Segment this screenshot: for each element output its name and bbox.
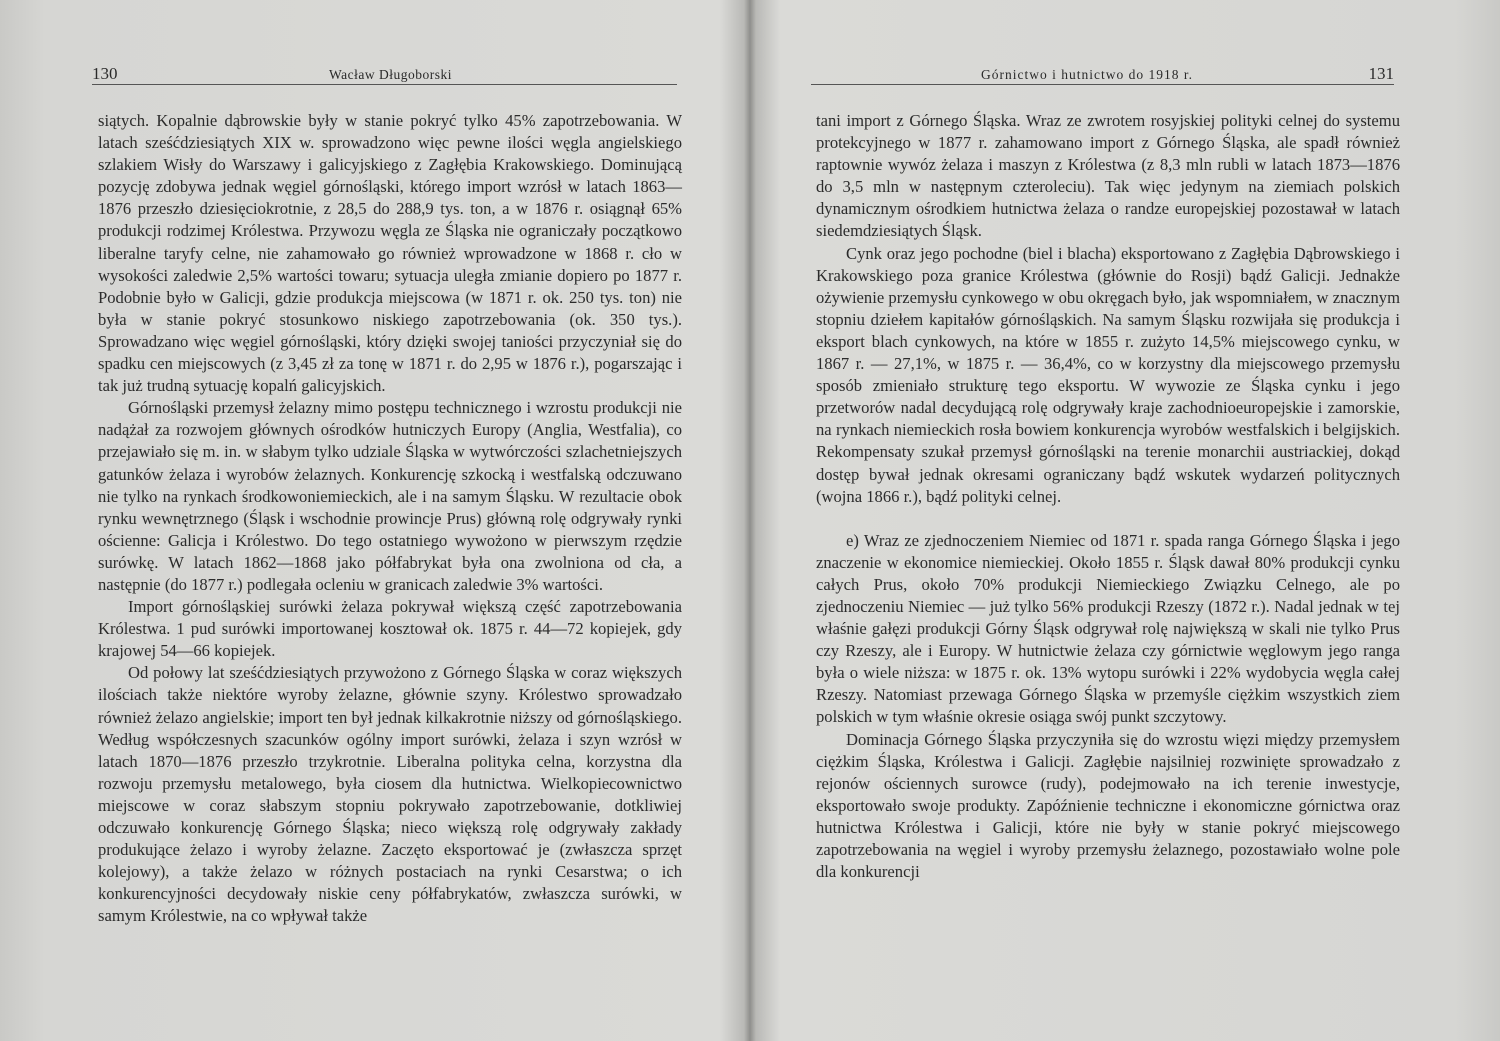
page-number: 130 [92,64,118,83]
left-page [0,0,748,1041]
paragraph: tani import z Górnego Śląska. Wraz ze zwrotem rosyjskiej polityki celnej do systemu protekcyjnego w 1877 r. zahamowano import z Górnego Śląska, ale spadł również raptownie wywóz żelaza i maszyn z Królestwa (z 8,3 mln rubli w latach 1873—1876 do 3,5 mln w następnym czteroleciu). Tak więc jedynym na ziemiach polskich dynamicznym ośrodkiem hutnictwa żelaza o randze europejskiej pozostawał w latach siedemdziesiątych Śląsk. [816,111,1400,241]
right-page-body [816,110,1400,883]
paragraph: Import górnośląskiej surówki żelaza pokrywał większą część zapotrzebowania Królestwa. 1 pud surówki importowanej kosztował ok. 1875 r. 44—72 kopiejek, gdy krajowej 54—66 kopiejek. [98,597,682,661]
left-page-body [98,110,682,927]
right-page [752,0,1500,1041]
running-head-author: Wacław Długoborski [329,67,453,82]
page-number: 131 [1368,64,1394,83]
paragraph: siątych. Kopalnie dąbrowskie były w stanie pokryć tylko 45% zapotrzebowania. W latach sześćdziesiątych XIX w. sprowadzono więc pewne ilości węgla angielskiego szlakiem Wisły do Warszawy i galicyjskiego z Zagłębia Krakowskiego. Dominującą pozycję zdobywa jednak węgiel górnośląski, którego import wzrósł w latach 1863—1876 przeszło dziesięciokrotnie, z 28,5 do 288,9 tys. ton, a w 1876 r. osiągnął 65% produkcji rodzimej Królestwa. Przywozu węgla ze Śląska nie ograniczały początkowo liberalne taryfy celne, nie zahamowało go również wprowadzone w 1868 r. cło w wysokości zaledwie 2,5% wartości towaru; sytuacja uległa zmianie dopiero po 1877 r. Podobnie było w Galicji, gdzie produkcja miejscowa (w 1871 r. ok. 250 tys. ton) nie była w stanie pokryć stosunkowo niskiego zapotrzebowania (ok. 350 tys.). Sprowadzano więc węgiel górnośląski, który dzięki swojej taniości przyczyniał się do spadku cen miejscowych (z 3,45 zł za tonę w 1871 r. do 2,95 w 1876 r.), pogarszając i tak już trudną sytuację kopalń galicyjskich. [98,111,682,396]
right-page-header [811,62,1394,85]
section-paragraph: e) Wraz ze zjednoczeniem Niemiec od 1871 r. spada ranga Górnego Śląska i jego znaczenie w ekonomice niemieckiej. Około 1855 r. Śląsk dawał 80% produkcji cynku całych Prus, około 70% produkcji Niemieckiego Związku Celnego, ale po zjednoczeniu Niemiec — już tylko 56% produkcji Rzeszy (1872 r.). Nadal jednak w tej właśnie gałęzi produkcji Górny Śląsk odgrywał rolę największą w skali nie tylko Prus czy Rzeszy, ale i Europy. W hutnictwie żelaza czy górnictwie węglowym jego ranga była o wiele niższa: w 1875 r. ok. 13% wytopu surówki i 22% wydobycia węgla całej Rzeszy. Natomiast przewaga Górnego Śląska w przemyśle ciężkim wszystkich ziem polskich w tym właśnie okresie osiąga swój punkt szczytowy. [816,530,1400,727]
left-page-header [92,62,677,85]
paragraph: Od połowy lat sześćdziesiątych przywożono z Górnego Śląska w coraz większych ilościach także niektóre wyroby żelazne, głównie szyny. Królestwo sprowadzało również żelazo angielskie; import ten był jednak kilkakrotnie niższy od górnośląskiego. Według współczesnych szacunków ogólny import surówki, żelaza i szyn wzrósł w latach 1870—1876 przeszło trzykrotnie. Liberalna polityka celna, korzystna dla rozwoju przemysłu metalowego, była ciosem dla hutnictwa. Wielkopiecownictwo miejscowe w coraz słabszym stopniu pokrywało zapotrzebowanie, dotkliwiej odczuwało konkurencję Górnego Śląska; nieco większą rolę odgrywały zakłady produkujące żelazo i wyroby żelazne. Zaczęto eksportować je (zwłaszcza sprzęt kolejowy), a także żelazo w różnych postaciach na rynki Cesarstwa; o ich konkurencyjności decydowały niskie ceny półfabrykatów, zwłaszcza surówki, w samym Królestwie, na co wpływał także [98,663,682,926]
running-head-title: Górnictwo i hutnictwo do 1918 r. [981,67,1193,82]
paragraph: Dominacja Górnego Śląska przyczyniła się do wzrostu więzi między przemysłem ciężkim Śląska, Królestwa i Galicji. Zagłębie najsilniej rozwinięte sprowadzało z rejonów ościennych surowce (rudy), podejmowało na ich terenie inwestycje, eksportowało swoje produkty. Zapóźnienie techniczne i ekonomiczne górnictwa oraz hutnictwa Królestwa i Galicji, które nie były w stanie pokryć miejscowego zapotrzebowania na węgiel i wyroby przemysłu żelaznego, pozostawiało wolne pole dla konkurencji [816,729,1400,882]
paragraph: Cynk oraz jego pochodne (biel i blacha) eksportowano z Zagłębia Dąbrowskiego i Krakowskiego poza granice Królestwa (głównie do Rosji) bądź Galicji. Jednakże ożywienie przemysłu cynkowego w obu okręgach było, jak wspomniałem, w znacznym stopniu dziełem kapitałów górnośląskich. Na samym Śląsku rozwijała się produkcja i eksport blach cynkowych, na które w 1855 r. zużyto 14,5% miejscowego cynku, w 1867 r. — 27,1%, w 1875 r. — 36,4%, co w korzystny dla miejscowego przemysłu sposób zmieniało strukturę tego eksportu. W wywozie ze Śląska cynku i jego przetworów nadal decydującą rolę odgrywały kraje zachodnioeuropejskie i zamorskie, na rynkach niemieckich rosła bowiem konkurencja wyrobów westfalskich i belgijskich. Rekompensaty szukał przemysł górnośląski na terenie monarchii austriackiej, dokąd dostęp bywał jednak okresami ograniczany bądź wskutek wydarzeń politycznych (wojna 1866 r.), bądź polityki celnej. [816,243,1400,506]
paragraph: Górnośląski przemysł żelazny mimo postępu technicznego i wzrostu produkcji nie nadążał za rozwojem głównych ośrodków hutniczych Europy (Anglia, Westfalia), co przejawiało się m. in. w słabym tylko udziale Śląska w wytwórczości szlachetniejszych gatunków żelaza i wyrobów żelaznych. Konkurencję szkocką i westfalską odczuwano nie tylko na rynkach środkowoniemieckich, ale i na samym Śląsku. W rezultacie obok rynku wewnętrznego (Śląsk i wschodnie prowincje Prus) główną rolę odgrywały rynki ościenne: Galicja i Królestwo. Do tego ostatniego wywożono w pierwszym rzędzie surówkę. W latach 1862—1868 jako półfabrykat była ona zwolniona od cła, a następnie (do 1877 r.) podlegała ocleniu w granicach zaledwie 3% wartości. [98,398,682,594]
